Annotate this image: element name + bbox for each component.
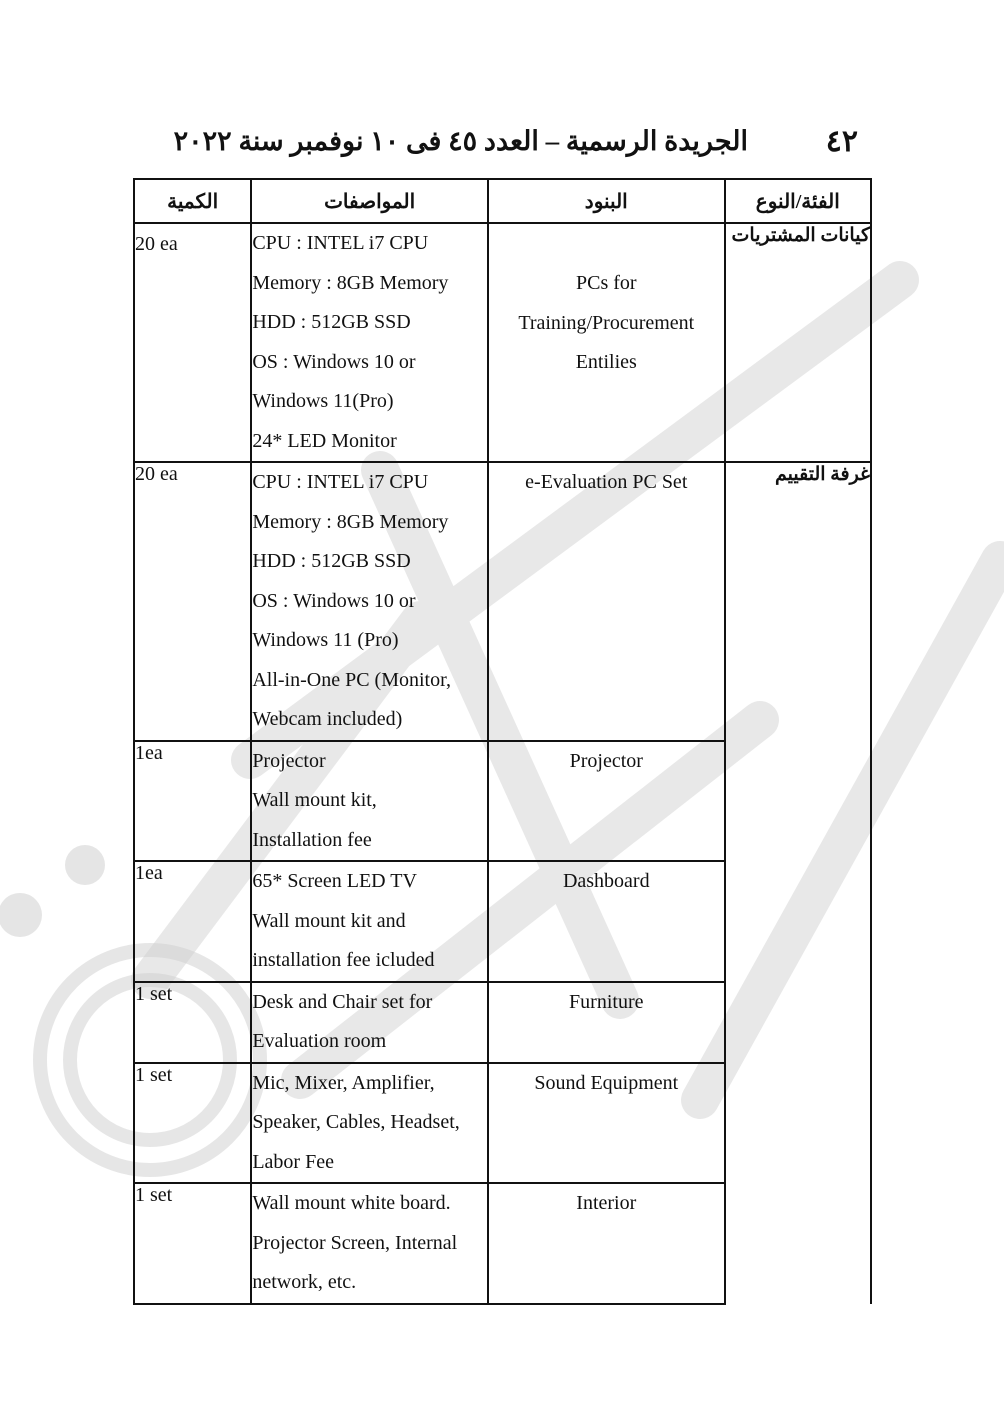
item-line: e-Evaluation PC Set (525, 471, 688, 493)
quantity-cell: 1 set (134, 1183, 251, 1304)
spec-line: Speaker, Cables, Headset, (252, 1111, 460, 1133)
category-cell: غرفة التقييم (725, 462, 871, 1304)
spec-line: Mic, Mixer, Amplifier, (252, 1071, 435, 1094)
spec-line: Memory : 8GB Memory (252, 510, 449, 533)
spec-line: Wall mount kit, (252, 789, 377, 811)
spec-line: Memory : 8GB Memory (252, 271, 449, 294)
spec-line: installation fee icluded (252, 949, 435, 971)
item-line: Entilies (575, 351, 637, 373)
item-line: Training/Procurement (518, 311, 695, 334)
category-cell: كيانات المشتريات (725, 223, 871, 462)
table-row (134, 223, 871, 462)
table-header-row (134, 179, 871, 223)
header-quantity: الكمية (134, 179, 251, 223)
spec-line: Projector (252, 749, 326, 772)
specs-cell (251, 982, 488, 1063)
spec-line: Windows 11 (Pro) (252, 629, 399, 651)
item-cell (488, 1063, 725, 1184)
quantity-cell: 1ea (134, 861, 251, 982)
item-line: Projector (569, 749, 643, 772)
specifications-table (133, 178, 872, 1305)
gazette-title: الجريدة الرسمية – العدد ٤٥ فى ١٠ نوفمبر سنة ٢٠٢٢ (173, 126, 748, 156)
specs-cell (251, 462, 488, 741)
item-cell (488, 462, 725, 741)
spec-line: Installation fee (252, 828, 372, 851)
specs-cell (251, 861, 488, 982)
header-category: الفئة/النوع (725, 179, 871, 223)
spec-line: Labor Fee (252, 1150, 334, 1173)
quantity-cell: 1 set (134, 982, 251, 1063)
page-number: ٤٢ (825, 125, 858, 158)
spec-line: 24* LED Monitor (252, 429, 397, 452)
item-cell (488, 741, 725, 862)
item-cell (488, 223, 725, 462)
item-cell (488, 1183, 725, 1304)
specs-cell (251, 1183, 488, 1304)
spec-line: HDD : 512GB SSD (252, 550, 411, 572)
quantity-cell: 20 ea (134, 223, 251, 462)
quantity-cell: 1 set (134, 1063, 251, 1184)
spec-line: Webcam included) (252, 708, 403, 730)
header-items: البنود (488, 179, 725, 223)
table-row (134, 462, 871, 741)
item-cell (488, 982, 725, 1063)
quantity-cell: 20 ea (134, 462, 251, 741)
spec-line: Projector Screen, Internal (252, 1231, 458, 1254)
item-line: Furniture (569, 990, 644, 1013)
spec-line: network, etc. (252, 1271, 357, 1293)
spec-line: OS : Windows 10 or (252, 350, 416, 373)
item-line: PCs for (575, 272, 637, 294)
spec-line: Wall mount kit and (252, 909, 406, 932)
spec-line: All-in-One PC (Monitor, (252, 668, 451, 691)
spec-line: CPU : INTEL i7 CPU (252, 471, 429, 493)
item-line: Dashboard (562, 870, 650, 892)
specs-cell (251, 1063, 488, 1184)
spec-line: CPU : INTEL i7 CPU (252, 232, 429, 254)
item-line: Sound Equipment (534, 1071, 679, 1094)
specs-cell (251, 223, 488, 462)
spec-line: Evaluation room (252, 1030, 387, 1052)
specs-cell (251, 741, 488, 862)
spec-line: Wall mount white board. (252, 1192, 451, 1214)
page-header (135, 124, 872, 168)
item-line: Interior (576, 1192, 637, 1214)
spec-line: Desk and Chair set for (252, 990, 433, 1013)
spec-line: 65* Screen LED TV (252, 870, 417, 892)
spec-line: Windows 11(Pro) (252, 390, 394, 412)
spec-line: HDD : 512GB SSD (252, 311, 411, 333)
quantity-cell: 1ea (134, 741, 251, 862)
item-cell (488, 861, 725, 982)
spec-line: OS : Windows 10 or (252, 589, 416, 612)
header-specifications: المواصفات (251, 179, 488, 223)
